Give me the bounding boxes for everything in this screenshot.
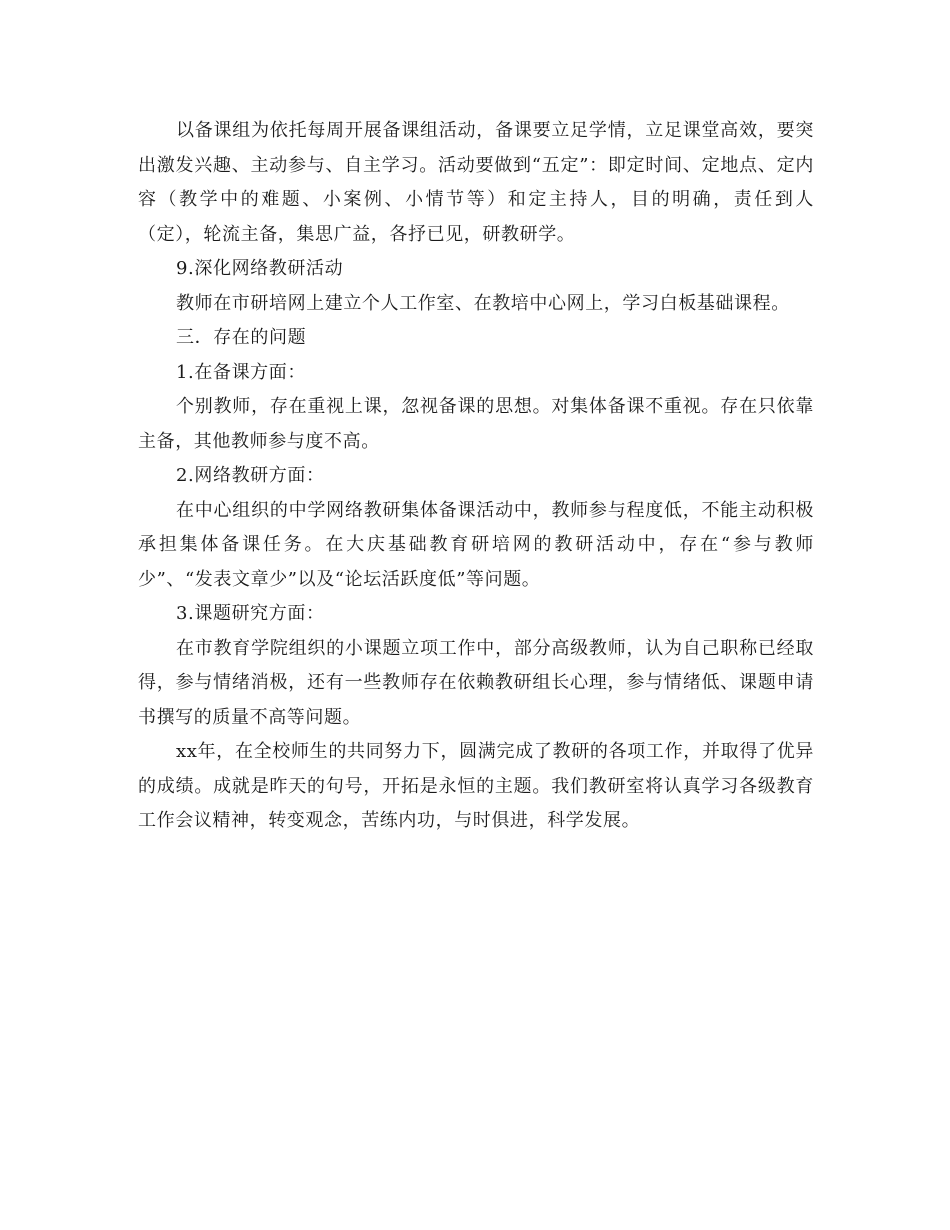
- paragraph-conclusion: xx年，在全校师生的共同努力下，圆满完成了教研的各项工作，并取得了优异的成绩。成就是昨天的句号，开拓是永恒的主题。我们教研室将认真学习各级教育工作会议精神，转变观念，苦练内功，与时俱进，科学发展。: [138, 741, 814, 831]
- heading-network-research: 2.网络教研方面：: [176, 465, 325, 486]
- heading-existing-problems: 三．存在的问题: [176, 327, 307, 348]
- heading-lesson-prep: 1.在备课方面：: [176, 361, 306, 383]
- paragraph-lesson-prep-problems: 个别教师，存在重视上课，忽视备课的思想。对集体备课不重视。存在只依靠主备，其他教师参与度不高。: [138, 396, 814, 452]
- paragraph-lesson-prep-groups: 以备课组为依托每周开展备课组活动，备课要立足学情，立足课堂高效，要突出激发兴趣、主动参与、自主学习。活动要做到“五定”：即定时间、定地点、定内容（教学中的难题、小案例、小情节等）和定主持人，目的明确，责任到人（定），轮流主备，集思广益，各抒已见，研教研学。: [138, 120, 814, 245]
- paragraph-network-research-problems: 在中心组织的中学网络教研集体备课活动中，教师参与程度低，不能主动积极承担集体备课任务。在大庆基础教育研培网的教研活动中，存在“参与教师少”、“发表文章少”以及“论坛活跃度低”等问题。: [138, 499, 814, 590]
- document-body: [138, 114, 814, 839]
- heading-online-research: 9.深化网络教研活动: [176, 258, 344, 279]
- paragraph-project-research-problems: 在市教育学院组织的小课题立项工作中，部分高级教师，认为自己职称已经取得，参与情绪消极，还有一些教师存在依赖教研组长心理，参与情绪低、课题申请书撰写的质量不高等问题。: [138, 637, 814, 728]
- paragraph-online-research: 教师在市研培网上建立个人工作室、在教培中心网上，学习白板基础课程。: [176, 292, 790, 314]
- heading-project-research: 3.课题研究方面：: [176, 603, 325, 624]
